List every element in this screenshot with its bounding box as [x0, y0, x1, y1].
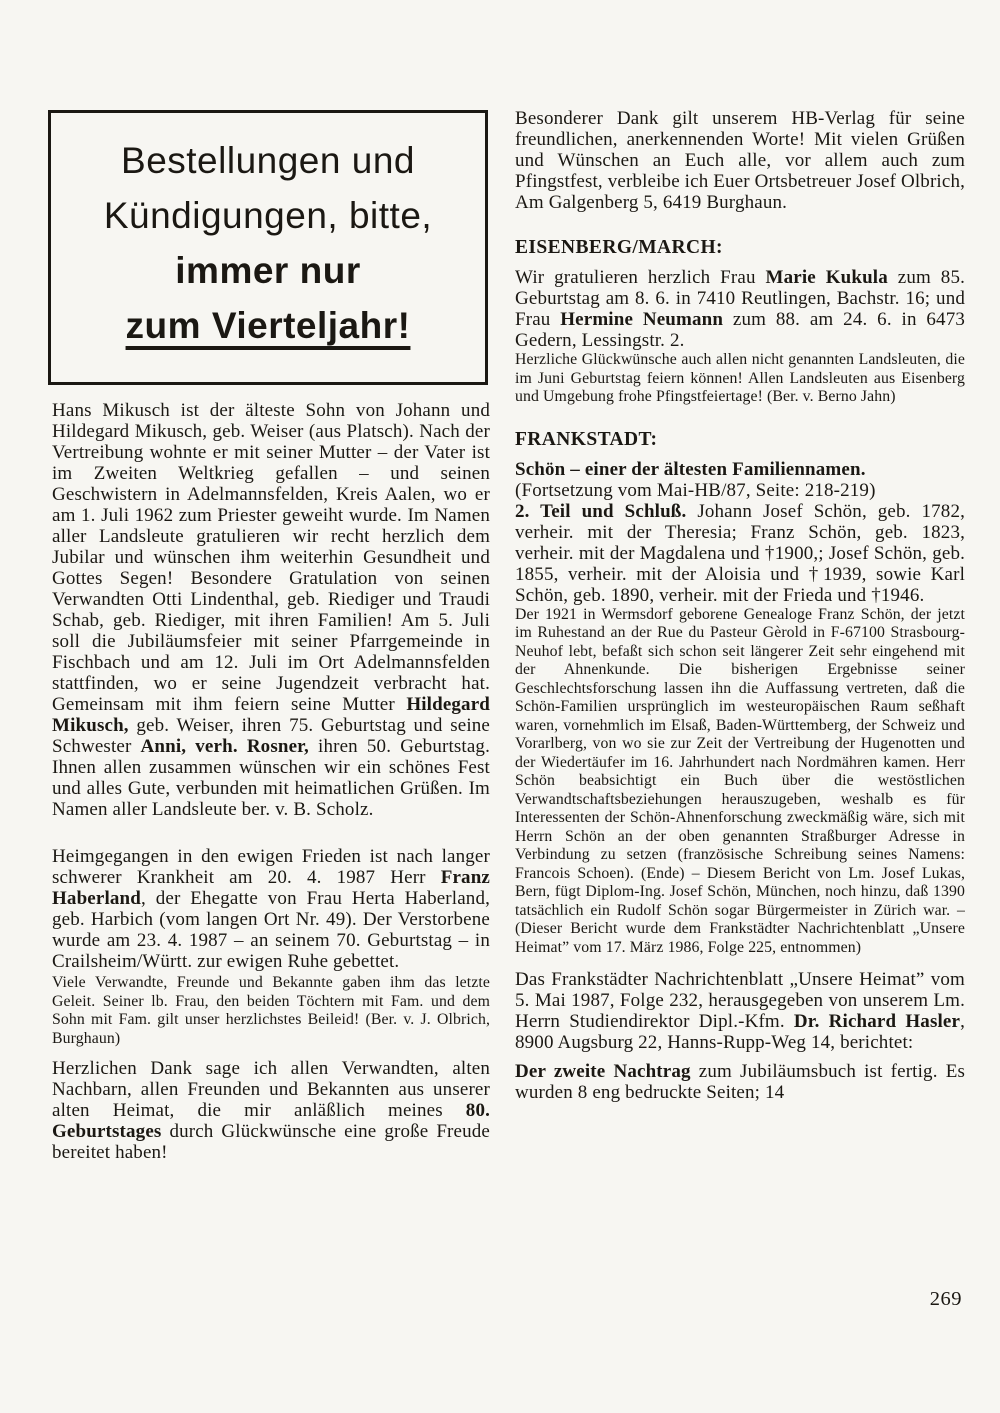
bold-text-run: 2. Teil und Schluß.	[515, 500, 687, 522]
bold-text-run: Der zweite Nachtrag	[515, 1061, 691, 1082]
text-run: Besonderer Dank gilt unserem HB-Verlag für seine freundlichen, anerkennenden Worte! Mit vielen Grüßen und Wünschen an Euch alle, vor allem auch zum Pfingstfest, verbleibe ich Euer Ortsbetreuer Josef Olbrich, Am Galgenberg 5, 6419 Burghaun.	[515, 108, 965, 213]
section-heading-frankstadt	[515, 429, 965, 451]
bold-text-run: Franz Haberland	[52, 867, 490, 909]
nachrichtenblatt-hasler-paragraph	[515, 969, 965, 1053]
notice-line-4: zum Vierteljahr!	[125, 304, 411, 346]
text-run: , der Ehegatte von Frau Herta Haberland, geb. Harbich (vom langen Ort Nr. 49). Der Verstorbene wurde am 23. 4. 1987 – an seinem 70. Geburtstag – in Crailsheim/Württ. zur ewigen Ruhe gebettet.	[52, 888, 490, 972]
text-run: , 8900 Augsburg 22, Hanns-Rupp-Weg 14, berichtet:	[515, 1011, 965, 1053]
text-run: Der 1921 in Wermsdorf geborene Genealoge Franz Schön, der jetzt im Ruhestand an der Rue du Pasteur Gèrold in F-67100 Strasbourg-Neuhof lebt, befaßt sich schon seit längerer Zeit sehr eingehend mit der Ahnenkunde. Die bisherigen Ergebnisse seiner Geschlechtsforschung lassen ihn die Auffassung vertreten, daß die Schön-Familien ursprünglich im westeuropäischen Raum seßhaft waren, vornehmlich im Elsaß, Baden-Württemberg, der Schweiz und Vorarlberg, von wo sie zur Zeit der Vertreibung der Hugenotten und der Wiedertäufer im 16. Jahrhundert nach Nordmähren kamen. Herr Schön beabsichtigt ein Buch über die westöstlichen Verwandtschaftsbeziehungen herauszugeben, weshalb es für Interessenten der Schön-Ahnenforschung zweckmäßig wäre, sich mit Herrn Schön an der oben genannten Straßburger Adresse in Verbindung zu setzen (französische Schreibung seines Namens: Francois Schoen). (Ende) – Diesem Bericht von Lm. Josef Lukas, Bern, fügt Diplom-Ing. Josef Schön, München, noch hinzu, daß 1390 tatsächlich ein Rudolf Schön sogar Bürgermeister in Zürich war. – (Dieser Bericht wurde dem Frankstädter Nachrichtenblatt „Unsere Heimat” vom 17. März 1986, Folge 225, entnommen)	[515, 605, 965, 956]
mikusch-jubilee-paragraph	[52, 400, 490, 820]
schoen-title-line	[515, 459, 965, 480]
schoen-genealogy-paragraph	[515, 501, 965, 606]
eisenberg-greetings-small-print	[515, 351, 965, 407]
text-run: durch Glückwünsche eine große Freude bereitet haben!	[52, 1121, 490, 1163]
text-run: zum 85. Geburtstag am 8. 6. in 7410 Reutlingen, Bachstr. 16; und Frau	[515, 267, 965, 330]
schoen-research-small-print	[515, 606, 965, 958]
notice-line-3: immer nur	[175, 249, 361, 291]
notice-line-1: Bestellungen und	[121, 139, 415, 181]
text-run: Herzliche Glückwünsche auch allen nicht genannten Landsleuten, die im Juni Geburtstag feiern können! Allen Landsleuten aus Eisenberg und Umgebung frohe Pfingstfeiertage! (Ber. v. Berno Jahn)	[515, 351, 965, 405]
text-run: Hans Mikusch ist der älteste Sohn von Johann und Hildegard Mikusch, geb. Weiser (aus Platsch). Nach der Vertreibung wohnte er mit seiner Mutter – der Vater ist im Zweiten Weltkrieg gefallen – und seinen Geschwistern in Adelmannsfelden, Kreis Aalen, wo er am 1. Juli 1962 zum Priester geweiht wurde. Im Namen aller Landsleute gratulieren wir recht herzlich dem Jubilar und wünschen ihm weiterhin Gesundheit und Gottes Segen! Besondere Gratulation von seinen Verwandten Otti Lindenthal, geb. Riediger und Traudi Schab, geb. Riediger, mit ihren Familien! Am 5. Juli soll die Jubiläumsfeier mit seiner Pfarrgemeinde in Fischbach und am 12. Juli im Ort Adelmannsfelden stattfinden, wo er seine Jugendzeit verbracht hat. Gemeinsam mit ihm feiern seine Mutter	[52, 400, 490, 715]
text-run: FRANKSTADT:	[515, 428, 658, 450]
bold-text-run: Hermine Neumann	[560, 309, 724, 330]
page-number: 269	[929, 1288, 962, 1310]
text-run: Wir gratulieren herzlich Frau	[515, 267, 766, 288]
bold-text-run: Marie Kukula	[765, 267, 888, 288]
text-run: Heimgegangen in den ewigen Frieden ist nach langer schwerer Krankheit am 20. 4. 1987 Herr	[52, 846, 490, 888]
text-run: (Fortsetzung vom Mai-HB/87, Seite: 218-219)	[515, 479, 876, 501]
thanks-80th-birthday-paragraph	[52, 1058, 490, 1163]
text-run: Das Frankstädter Nachrichtenblatt „Unsere Heimat” vom 5. Mai 1987, Folge 232, herausgegeben von unserem Lm. Herrn Studiendirektor Dipl.-Kfm.	[515, 969, 965, 1032]
bold-text-run: Schön – einer der ältesten Familiennamen.	[515, 458, 866, 480]
text-run: zum 88. am 24. 6. in 6473 Gedern, Lessingstr. 2.	[515, 309, 966, 351]
haberland-condolence-small-print	[52, 974, 490, 1048]
haberland-obituary-paragraph	[52, 846, 490, 972]
text-run: Herzlichen Dank sage ich allen Verwandten, alten Nachbarn, allen Freunden und Bekannten aus unserer alten Heimat, die mir anläßlich meines	[52, 1058, 490, 1121]
bold-text-run: Dr. Richard Hasler	[793, 1011, 961, 1032]
schoen-continuation-line	[515, 480, 965, 501]
bold-text-run: 80. Geburtstages	[52, 1100, 490, 1142]
zweiter-nachtrag-paragraph	[515, 1061, 965, 1103]
notice-box	[48, 110, 488, 385]
bold-text-run: Hildegard Mikusch,	[52, 694, 490, 736]
text-run: Viele Verwandte, Freunde und Bekannte gaben ihm das letzte Geleit. Seiner lb. Frau, den beiden Töchtern mit Fam. und dem Sohn mit Fam. gilt unser herzlichstes Beileid! (Ber. v. J. Olbrich, Burghaun)	[52, 974, 490, 1047]
right-column	[515, 108, 965, 1103]
section-heading-eisenberg-march	[515, 237, 965, 259]
text-run: zum Jubiläumsbuch ist fertig. Es wurden 8 eng bedruckte Seiten; 14	[515, 1061, 966, 1103]
text-run: EISENBERG/MARCH:	[515, 237, 723, 258]
left-column	[52, 400, 490, 1163]
notice-line-2: Kündigungen, bitte,	[103, 194, 433, 236]
eisenberg-birthdays-paragraph	[515, 267, 965, 351]
text-run: geb. Weiser, ihren 75. Geburtstag und seine Schwester	[52, 715, 490, 757]
bold-text-run: Anni, verh. Rosner,	[140, 736, 309, 757]
text-run: Johann Josef Schön, geb. 1782, verheir. mit der Theresia; Franz Schön, geb. 1823, verheir. mit der Magdalena und †1900,; Josef Schön, geb. 1855, verheir. mit der Aloisia und †1939, sowie Karl Schön, geb. 1890, verheir. mit der Frieda und †1946.	[515, 500, 965, 606]
hb-verlag-thanks-paragraph	[515, 108, 965, 213]
text-run: ihren 50. Geburtstag. Ihnen allen zusammen wünschen wir ein schönes Fest und alles Gute, verbunden mit heimatlichen Grüßen. Im Namen aller Landsleute ber. v. B. Scholz.	[52, 736, 490, 820]
